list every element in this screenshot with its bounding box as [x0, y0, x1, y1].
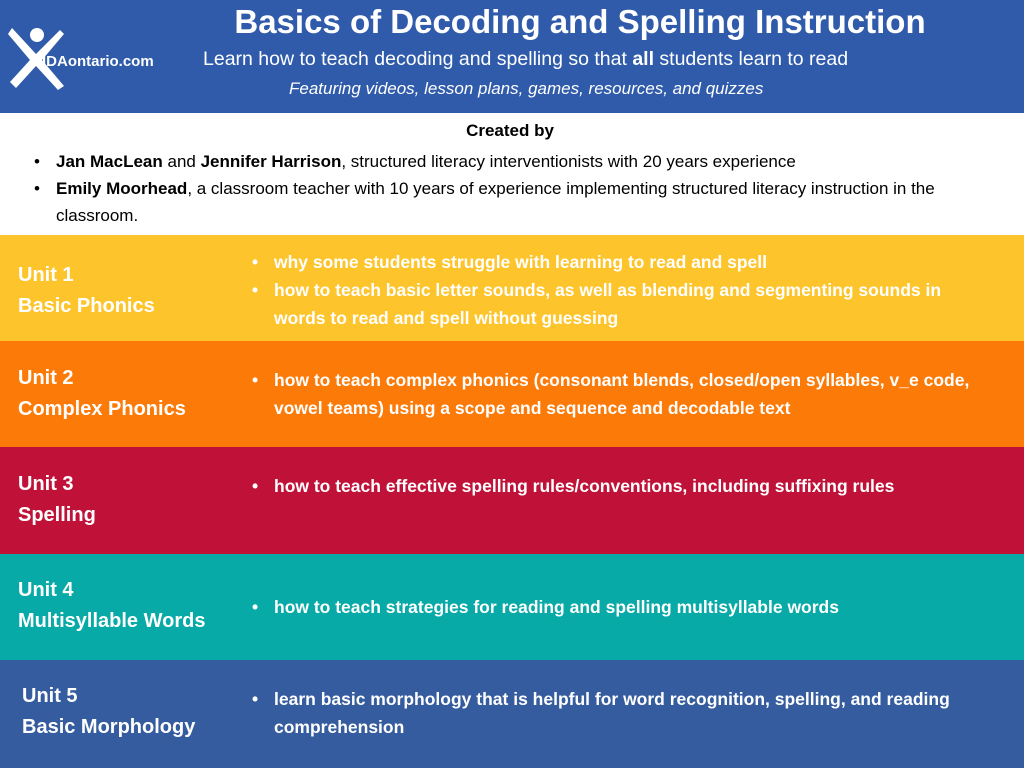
unit-bullet: • learn basic morphology that is helpful for word recognition, spelling, and reading comprehension — [250, 685, 990, 741]
author-name: Jan MacLean — [56, 152, 163, 171]
unit-5-band — [0, 660, 1024, 768]
unit-bullets — [250, 248, 990, 332]
unit-bullet: • how to teach basic letter sounds, as well as blending and segmenting sounds in words to read and spell without guessing — [250, 276, 990, 332]
unit-2-band — [0, 341, 1024, 447]
subtitle-end: students learn to read — [654, 48, 849, 70]
unit-number: Unit 5 — [22, 685, 78, 707]
unit-1-band — [0, 235, 1024, 341]
unit-bullet: • how to teach complex phonics (consonant blends, closed/open syllables, v_e code, vowel teams) using a scope and sequence and decodable text — [250, 366, 990, 422]
logo-text: IDAontario.com — [42, 53, 154, 70]
credits-section — [0, 113, 1024, 235]
unit-name: Multisyllable Words — [18, 610, 206, 632]
unit-bullet: • how to teach strategies for reading and spelling multisyllable words — [250, 593, 990, 621]
unit-name: Basic Phonics — [18, 295, 155, 317]
subtitle — [203, 48, 848, 71]
unit-name: Basic Morphology — [22, 716, 196, 738]
unit-bullets — [250, 366, 990, 422]
page-title: Basics of Decoding and Spelling Instruction — [234, 3, 926, 40]
unit-label — [18, 469, 96, 531]
header-banner — [0, 0, 1024, 113]
unit-bullets — [250, 685, 990, 741]
unit-label — [18, 260, 155, 322]
subtitle-start: Learn how to teach decoding and spelling so that — [203, 48, 633, 70]
unit-number: Unit 3 — [18, 473, 74, 495]
subtitle-emphasis: all — [632, 48, 654, 70]
unit-label — [18, 363, 186, 425]
unit-4-band — [0, 554, 1024, 660]
unit-number: Unit 1 — [18, 264, 74, 286]
credits-heading: Created by — [466, 121, 554, 140]
author-name: Jennifer Harrison — [200, 152, 342, 171]
unit-bullet: • how to teach effective spelling rules/conventions, including suffixing rules — [250, 472, 990, 500]
credit-description: , structured literacy interventionists with 20 years experience — [341, 152, 796, 171]
credit-item — [0, 175, 1024, 229]
unit-number: Unit 4 — [18, 579, 74, 601]
unit-bullet: • why some students struggle with learning to read and spell — [250, 248, 990, 276]
unit-3-band — [0, 447, 1024, 554]
credit-item — [0, 148, 1024, 175]
credit-description: , a classroom teacher with 10 years of experience implementing structured literacy instruction in the classroom. — [56, 179, 935, 225]
credit-joiner: and — [162, 152, 201, 171]
unit-label — [22, 681, 195, 743]
tagline: Featuring videos, lesson plans, games, resources, and quizzes — [289, 79, 764, 98]
unit-name: Spelling — [18, 504, 96, 526]
unit-bullets — [250, 472, 990, 500]
unit-label — [18, 575, 205, 637]
credit-list — [0, 148, 1024, 229]
unit-name: Complex Phonics — [18, 398, 186, 420]
unit-bullets — [250, 593, 990, 621]
author-name: Emily Moorhead — [56, 179, 188, 198]
unit-number: Unit 2 — [18, 367, 74, 389]
